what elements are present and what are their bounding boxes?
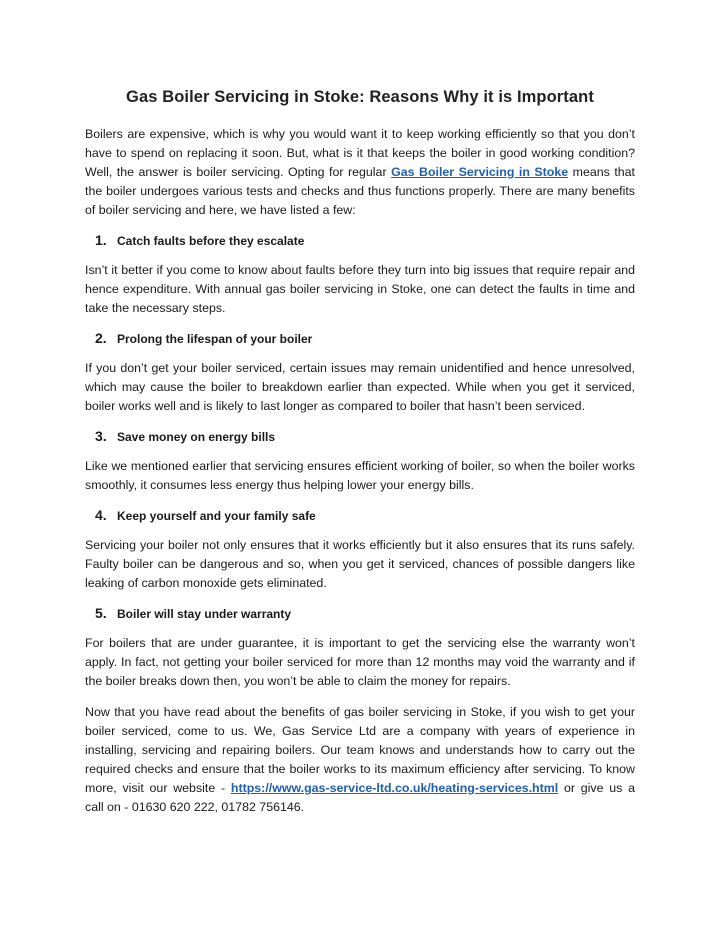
closing-paragraph [85, 703, 635, 817]
section-heading-text: Prolong the lifespan of your boiler [117, 332, 313, 346]
section-heading-text: Keep yourself and your family safe [117, 509, 316, 523]
section-2-heading [95, 330, 635, 346]
section-number: 2. [95, 330, 107, 346]
section-number: 3. [95, 428, 107, 444]
section-heading-text: Catch faults before they escalate [117, 234, 305, 248]
closing-text-before: Now that you have read about the benefits of gas boiler servicing in Stoke, if you wish to get your boiler serviced, come to us. We, Gas Service Ltd are a company with years of experience in installing, servicing and repairing boilers. Our team knows and understands how to carry out the required checks and ensure that the boiler works to its maximum efficiency after servicing. To know more, visit our website - [85, 705, 635, 795]
section-4-heading [95, 507, 635, 523]
section-heading-text: Boiler will stay under warranty [117, 607, 292, 621]
section-3-body: Like we mentioned earlier that servicing ensures efficient working of boiler, so when the boiler works smoothly, it consumes less energy thus helping lower your energy bills. [85, 459, 635, 492]
gas-boiler-servicing-link[interactable]: Gas Boiler Servicing in Stoke [391, 165, 569, 179]
section-number: 4. [95, 507, 107, 523]
section-3-heading [95, 428, 635, 444]
section-number: 1. [95, 232, 107, 248]
intro-text-before: Boilers are expensive, which is why you would want it to keep working efficiently so that you don’t have to spend on replacing it soon. But, what is it that keeps the boiler in good working condition? Well, the answer is boiler servicing. Opting for regular [85, 127, 635, 179]
section-1-body: Isn’t it better if you come to know about faults before they turn into big issues that require repair and hence expenditure. With annual gas boiler servicing in Stoke, one can detect the faults in time and take the necessary steps. [85, 263, 635, 315]
section-heading-text: Save money on energy bills [117, 430, 276, 444]
intro-text-after: means that the boiler undergoes various tests and checks and thus functions properly. There are many benefits of boiler servicing and here, we have listed a few: [85, 165, 635, 217]
section-number: 5. [95, 605, 107, 621]
section-1-heading [95, 232, 635, 248]
intro-paragraph [85, 125, 635, 220]
section-2-body: If you don’t get your boiler serviced, certain issues may remain unidentified and hence unresolved, which may cause the boiler to breakdown earlier than expected. While when you get it serviced, boiler works well and is likely to last longer as compared to boiler that hasn’t been serviced. [85, 361, 635, 413]
document-title: Gas Boiler Servicing in Stoke: Reasons Why it is Important [126, 88, 594, 106]
website-link[interactable]: https://www.gas-service-ltd.co.uk/heating-services.html [230, 781, 559, 795]
section-5-heading [95, 605, 635, 621]
section-4-body: Servicing your boiler not only ensures that it works efficiently but it also ensures that its runs safely. Faulty boiler can be dangerous and so, when you get it serviced, chances of possible dangers like leaking of carbon monoxide gets eliminated. [85, 538, 635, 590]
section-5-body: For boilers that are under guarantee, it is important to get the servicing else the warranty won’t apply. In fact, not getting your boiler serviced for more than 12 months may void the warranty and if the boiler breaks down then, you won’t be able to claim the money for repairs. [85, 636, 635, 688]
closing-text-after: or give us a call on - 01630 620 222, 01782 756146. [85, 781, 635, 814]
